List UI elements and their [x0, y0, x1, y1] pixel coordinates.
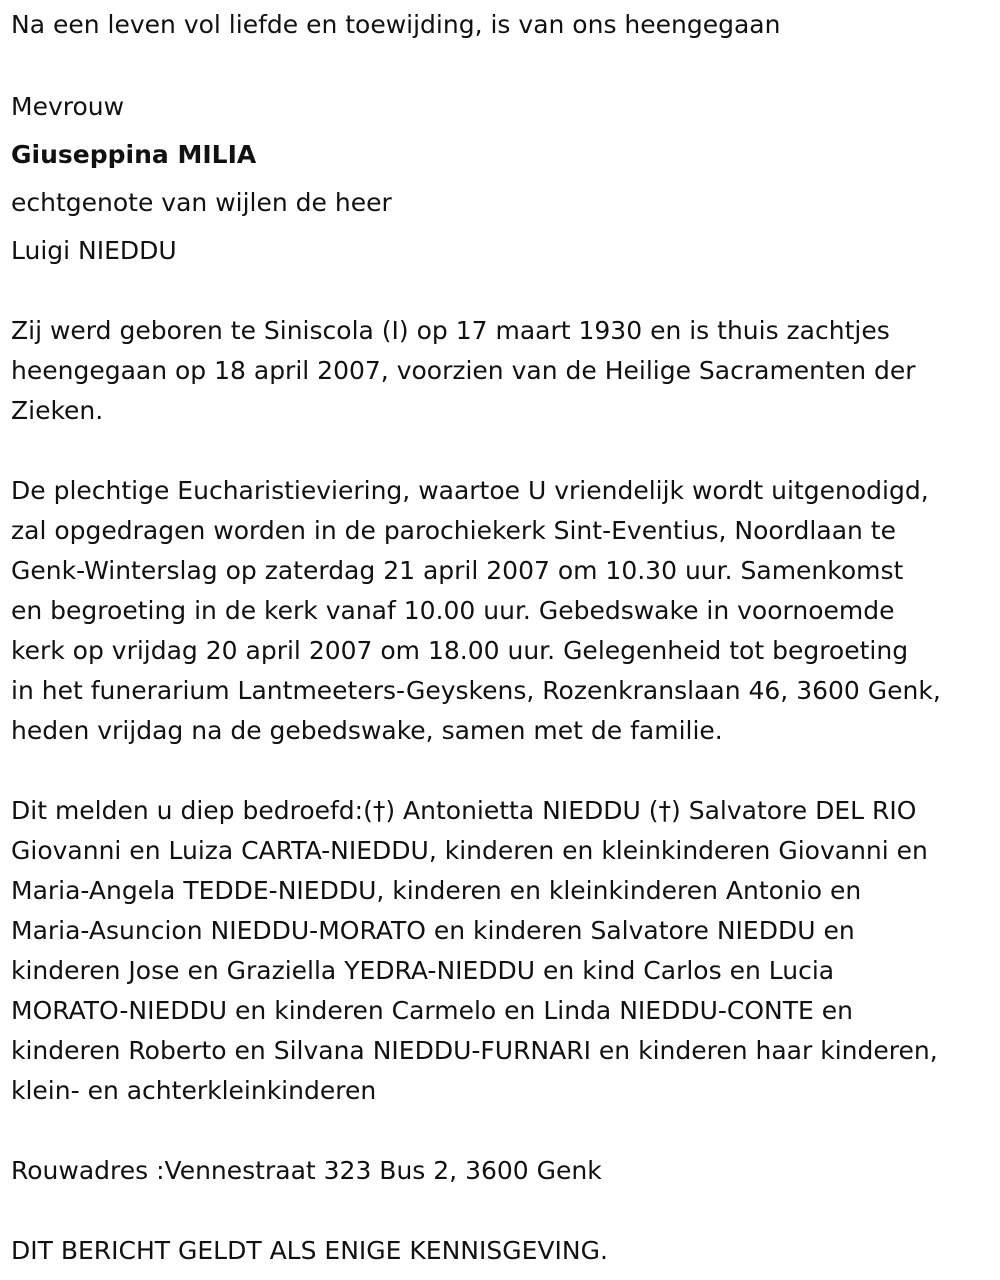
deceased-name: Giuseppina MILIA [11, 140, 257, 169]
text-line: MORATO-NIEDDU en kinderen Carmelo en Linda NIEDDU-CONTE en [11, 996, 853, 1025]
text-line: kinderen Jose en Graziella YEDRA-NIEDDU en kind Carlos en Lucia [11, 956, 835, 985]
text-line: heden vrijdag na de gebedswake, samen met de familie. [11, 716, 723, 745]
text-line: Zieken. [11, 396, 104, 425]
text-line: kinderen Roberto en Silvana NIEDDU-FURNARI en kinderen haar kinderen, [11, 1036, 938, 1065]
text-line: zal opgedragen worden in de parochiekerk Sint-Eventius, Noordlaan te [11, 516, 896, 545]
mourning-address: Rouwadres :Vennestraat 323 Bus 2, 3600 Genk [11, 1156, 602, 1185]
text-line: klein- en achterkleinkinderen [11, 1076, 377, 1105]
text-line: heengegaan op 18 april 2007, voorzien van de Heilige Sacramenten der [11, 356, 916, 385]
honorific-title: Mevrouw [11, 92, 125, 121]
text-line: Giovanni en Luiza CARTA-NIEDDU, kinderen en kleinkinderen Giovanni en [11, 836, 928, 865]
ceremony-paragraph [11, 471, 988, 751]
family-paragraph [11, 791, 988, 1111]
intro-line: Na een leven vol liefde en toewijding, is van ons heengegaan [11, 10, 781, 39]
text-line: Dit melden u diep bedroefd:(†) Antonietta NIEDDU (†) Salvatore DEL RIO [11, 796, 917, 825]
closing-statement: DIT BERICHT GELDT ALS ENIGE KENNISGEVING. [11, 1236, 608, 1265]
text-line: in het funerarium Lantmeeters-Geyskens, Rozenkranslaan 46, 3600 Genk, [11, 676, 941, 705]
text-line: kerk op vrijdag 20 april 2007 om 18.00 uur. Gelegenheid tot begroeting [11, 636, 909, 665]
spouse-name: Luigi NIEDDU [11, 236, 177, 265]
text-line: Maria-Asuncion NIEDDU-MORATO en kinderen Salvatore NIEDDU en [11, 916, 855, 945]
text-line: De plechtige Eucharistieviering, waartoe U vriendelijk wordt uitgenodigd, [11, 476, 929, 505]
text-line: Zij werd geboren te Siniscola (I) op 17 maart 1930 en is thuis zachtjes [11, 316, 890, 345]
text-line: en begroeting in de kerk vanaf 10.00 uur. Gebedswake in voornoemde [11, 596, 895, 625]
birth-paragraph [11, 311, 988, 431]
text-line: Genk-Winterslag op zaterdag 21 april 2007 om 10.30 uur. Samenkomst [11, 556, 904, 585]
text-line: Maria-Angela TEDDE-NIEDDU, kinderen en kleinkinderen Antonio en [11, 876, 862, 905]
spouse-line: echtgenote van wijlen de heer [11, 188, 392, 217]
